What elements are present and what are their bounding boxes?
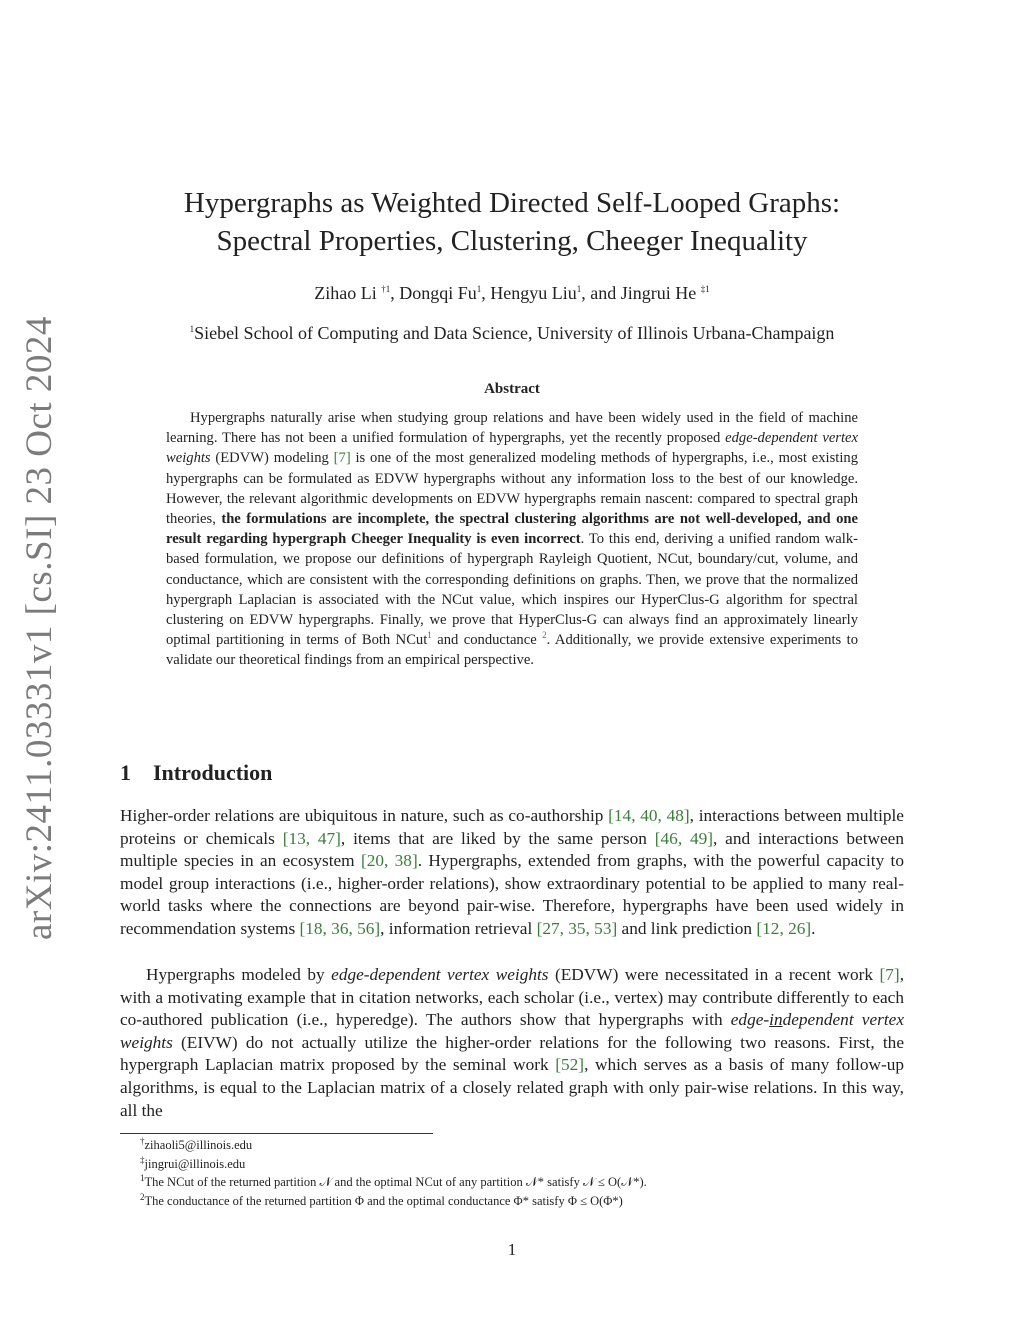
author-list: Zihao Li $^{\dagger 1}$, Dongqi Fu$^1$, Hengyu Liu$^1$, and Jingrui He $^{\ddagger 1}$ [314,283,710,303]
citation-link[interactable]: [12, 26] [756,918,812,938]
footnote-item: ‡jingrui@illinois.edu [140,1154,246,1171]
title-line-2: Spectral Properties, Clustering, Cheeger Inequality [216,225,808,257]
citation-link[interactable]: [27, 35, 53] [536,918,618,938]
abstract-body: Hypergraphs naturally arise when studying group relations and have been widely used in the field of machine learning. There has not been a unified formulation of hypergraphs, yet the recently proposed edge-dependent vertex weights (EDVW) modeling [7] is one of the most generalized modeling methods of hypergraphs, i.e., most existing hypergraphs can be formulated as EDVW hypergraphs without any information loss to the best of our knowledge. However, the relevant algorithmic developments on EDVW hypergraphs remain nascent: compared to spectral graph theories, the formulations are incomplete, the spectral clustering algorithms are not well-developed, and one result regarding hypergraph Cheeger Inequality is even incorrect. To this end, deriving a unified random walk-based formulation, we propose our definitions of hypergraph Rayleigh Quotient, NCut, boundary/cut, volume, and conductance, which are consistent with the corresponding definitions on graphs. Then, we prove that the normalized hypergraph Laplacian is associated with the NCut value, which inspires our HyperClus-G algorithm for spectral clustering on EDVW hypergraphs. Finally, we prove that HyperClus-G can always find an approximately linearly optimal partitioning in terms of Both NCut$^1$ and conductance $^2$. Additionally, we provide extensive experiments to validate our theoretical findings from an empirical perspective. [166,410,859,669]
intro-paragraph-2: Hypergraphs modeled by edge-dependent vertex weights (EDVW) were necessitated in a recent work [7], with a motivating example that in citation networks, each scholar (i.e., vertex) may contribute differently to each co-authored publication (i.e., hyperedge). The authors show that hypergraphs with edge-independent vertex weights (EIVW) do not actually utilize the higher-order relations for the following two reasons. First, the hypergraph Laplacian matrix proposed by the seminal work [52], which serves as a basis of many follow-up algorithms, is equal to the Laplacian matrix of a closely related graph with only pair-wise relations. In this way, all the [120,965,905,1120]
author-name: Zihao Li [314,283,382,303]
footnote-link[interactable]: 2 [542,630,547,641]
citation-link[interactable]: [14, 40, 48] [608,806,690,825]
footnote-item: †zihaoli5@illinois.edu [140,1135,253,1152]
author-marker: 1 [476,284,482,294]
author-name: Jingrui He [620,283,701,303]
author-marker: ‡1 [700,284,710,294]
author-marker: 1 [576,284,582,294]
affiliation [0,323,1024,344]
intro-paragraph-1: Higher-order relations are ubiquitous in nature, such as co-authorship [14, 40, 48], interactions between multiple proteins or chemicals [13, 47], items that are liked by the same person [46, 49], and interactions between multiple species in an ecosystem [20, 38]. Hypergraphs, extended from graphs, with the powerful capacity to model group interactions (i.e., higher-order relations), show extraordinary potential to be applied to many real-world tasks where the connections are beyond pair-wise. Therefore, hypergraphs have been used widely in recommendation systems [18, 36, 56], information retrieval [27, 35, 53] and link prediction [12, 26]. [120,806,904,938]
affiliation-text: Siebel School of Computing and Data Science, University of Illinois Urbana-Champaign [194,323,835,343]
bold-claim: the formulations are incomplete, the spectral clustering algorithms are not well-developed, and one result regarding hypergraph Cheeger Inequality is even incorrect [166,511,858,548]
footnote-link[interactable]: 1 [427,630,432,641]
citation-link[interactable]: [13, 47] [282,828,341,848]
footnote-item: $^2$The conductance of the returned partition Φ and the optimal conductance Φ* satisfy Φ ≤ O(Φ*) [140,1191,623,1208]
page-number: 1 [507,1240,517,1259]
citation-link[interactable]: [18, 36, 56] [299,918,381,938]
citation-link[interactable]: [46, 49] [654,828,714,848]
citation-link[interactable]: [7] [879,965,900,984]
footnote-item: $^1$The NCut of the returned partition 𝒩 and the optimal NCut of any partition 𝒩* satisfy 𝒩 ≤ O(𝒩*). [140,1172,647,1189]
author-name: Hengyu Liu [490,283,577,303]
author-name: Dongqi Fu [399,283,477,303]
section-number: 1 [120,760,131,785]
citation-link[interactable]: [7] [333,450,351,467]
section-heading [120,760,272,786]
section-title: Introduction [153,760,273,785]
author-marker: †1 [381,284,391,294]
affiliation-marker: 1 [189,324,195,334]
footnotes [140,1136,900,1210]
footnote-divider [120,1133,433,1134]
arxiv-identifier: arXiv:2411.03331v1 [cs.SI] 23 Oct 2024 [19,316,60,940]
title-line-1: Hypergraphs as Weighted Directed Self-Looped Graphs: [183,187,841,219]
citation-link[interactable]: [52] [555,1055,585,1075]
abstract-heading: Abstract [484,381,540,397]
citation-link[interactable]: [20, 38] [360,851,418,871]
paper-title [0,184,1024,260]
